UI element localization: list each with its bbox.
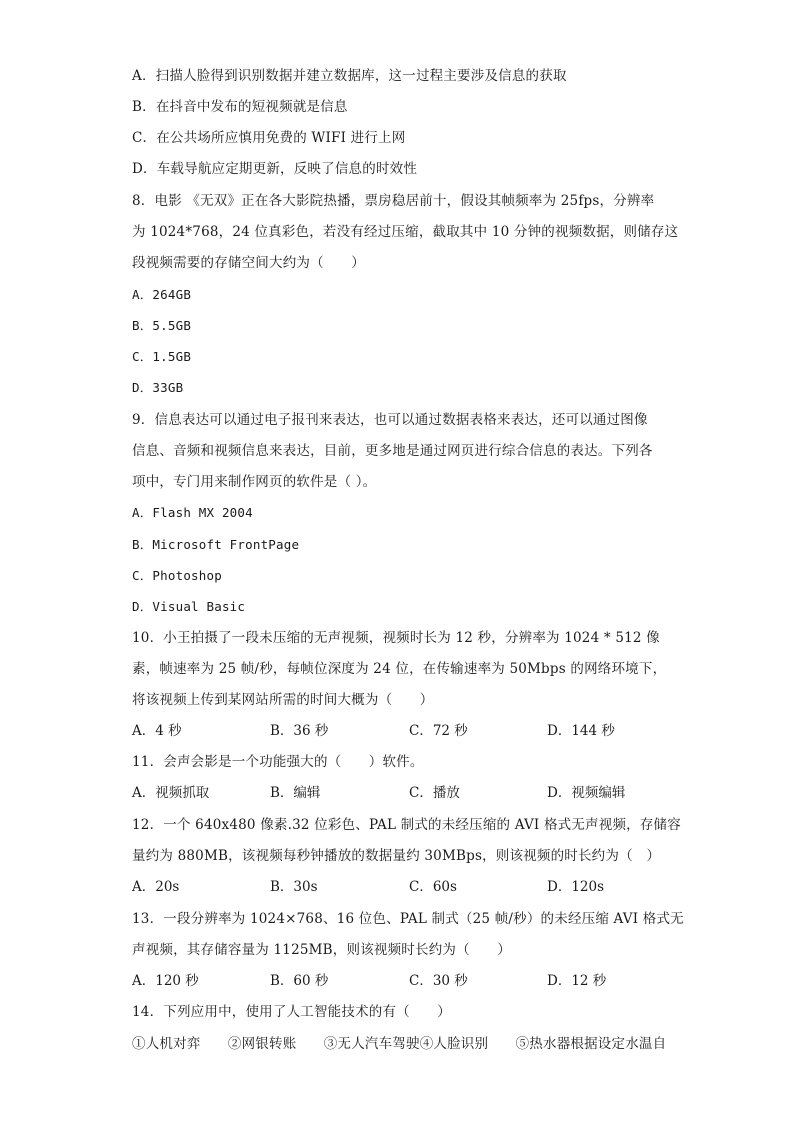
q9-stem-line-3: 项中，专门用来制作网页的软件是（ ）。 [132, 474, 377, 490]
q10-stem-line-2: 素，帧速率为 25 帧/秒，每帧位深度为 24 位，在传输速率为 50Mbps 的网络环境下， [132, 661, 667, 677]
q12-option-d: D．120s [547, 879, 605, 895]
q11-option-b: B．编辑 [270, 785, 321, 801]
q9-stem-line-1: 9．信息表达可以通过电子报刊来表达，也可以通过数据表格来表达，还可以通过图像 [132, 412, 648, 428]
q7-option-d: D．车载导航应定期更新，反映了信息的时效性 [132, 161, 418, 177]
q13-stem-line-2: 声视频，其存储容量为 1125MB，则该视频时长约为（ ） [132, 942, 511, 958]
q7-option-b: B．在抖音中发布的短视频就是信息 [132, 99, 348, 115]
q14-stem-line-1: 14．下列应用中，使用了人工智能技术的有（ ） [132, 1004, 451, 1020]
q8-option-d: D．33GB [132, 380, 184, 395]
q12-options-row [132, 877, 672, 897]
q10-options-row [132, 721, 672, 741]
q13-option-b: B．60 秒 [270, 973, 329, 989]
q8-option-c: C．1.5GB [132, 349, 192, 364]
q10-option-c: C．72 秒 [409, 723, 468, 739]
q11-option-c: C．播放 [409, 785, 460, 801]
q9-option-c: C．Photoshop [132, 568, 222, 583]
q12-stem-line-2: 量约为 880MB，该视频每秒钟播放的数据量约 30MBps，则该视频的时长约为（ ） [132, 848, 661, 864]
q10-option-a: A．4 秒 [132, 723, 182, 739]
q9-option-d: D．Visual Basic [132, 599, 246, 614]
q7-option-c: C．在公共场所应慎用免费的 WIFI 进行上网 [132, 130, 406, 146]
q12-stem-line-1: 12．一个 640x480 像素.32 位彩色、PAL 制式的未经压缩的 AVI 格式无声视频，存储容 [132, 817, 681, 833]
q9-option-a: A．Flash MX 2004 [132, 505, 253, 520]
q11-stem-line-1: 11．会声会影是一个功能强大的（ ）软件。 [132, 754, 424, 770]
q13-option-a: A．120 秒 [132, 973, 199, 989]
q13-options-row [132, 971, 672, 991]
q14-items-line: ①人机对弈 ②网银转账 ③无人汽车驾驶④人脸识别 ⑤热水器根据设定水温自 [132, 1036, 667, 1052]
q13-option-d: D．12 秒 [547, 973, 607, 989]
q9-stem-line-2: 信息、音频和视频信息来表达，目前，更多地是通过网页进行综合信息的表达。下列各 [132, 443, 653, 459]
q12-option-b: B．30s [270, 879, 318, 895]
q8-option-a: A．264GB [132, 287, 192, 302]
q10-stem-line-1: 10．小王拍摄了一段未压缩的无声视频，视频时长为 12 秒，分辨率为 1024 * 512 像 [132, 630, 660, 646]
q8-stem-line-3: 段视频需要的存储空间大约为（ ） [132, 255, 365, 271]
q10-option-b: B．36 秒 [270, 723, 329, 739]
q11-option-d: D．视频编辑 [547, 785, 626, 801]
q10-option-d: D．144 秒 [547, 723, 615, 739]
q12-option-c: C．60s [409, 879, 457, 895]
q11-option-a: A．视频抓取 [132, 785, 210, 801]
q13-stem-line-1: 13．一段分辨率为 1024×768、16 位色、PAL 制式（25 帧/秒）的未经压缩 AVI 格式无 [132, 911, 684, 927]
q13-option-c: C．30 秒 [409, 973, 468, 989]
q8-option-b: B．5.5GB [132, 318, 192, 333]
q11-options-row [132, 783, 672, 803]
q12-option-a: A．20s [132, 879, 180, 895]
q10-stem-line-3: 将该视频上传到某网站所需的时间大概为（ ） [132, 692, 434, 708]
q7-option-a: A．扫描人脸得到识别数据并建立数据库，这一过程主要涉及信息的获取 [132, 68, 567, 84]
q8-stem-line-2: 为 1024*768，24 位真彩色，若没有经过压缩，截取其中 10 分钟的视频数据，则储存这 [132, 224, 679, 240]
q9-option-b: B．Microsoft FrontPage [132, 537, 300, 552]
q8-stem-line-1: 8．电影 《无双》正在各大影院热播，票房稳居前十，假设其帧频率为 25fps，分辨率 [132, 193, 655, 209]
